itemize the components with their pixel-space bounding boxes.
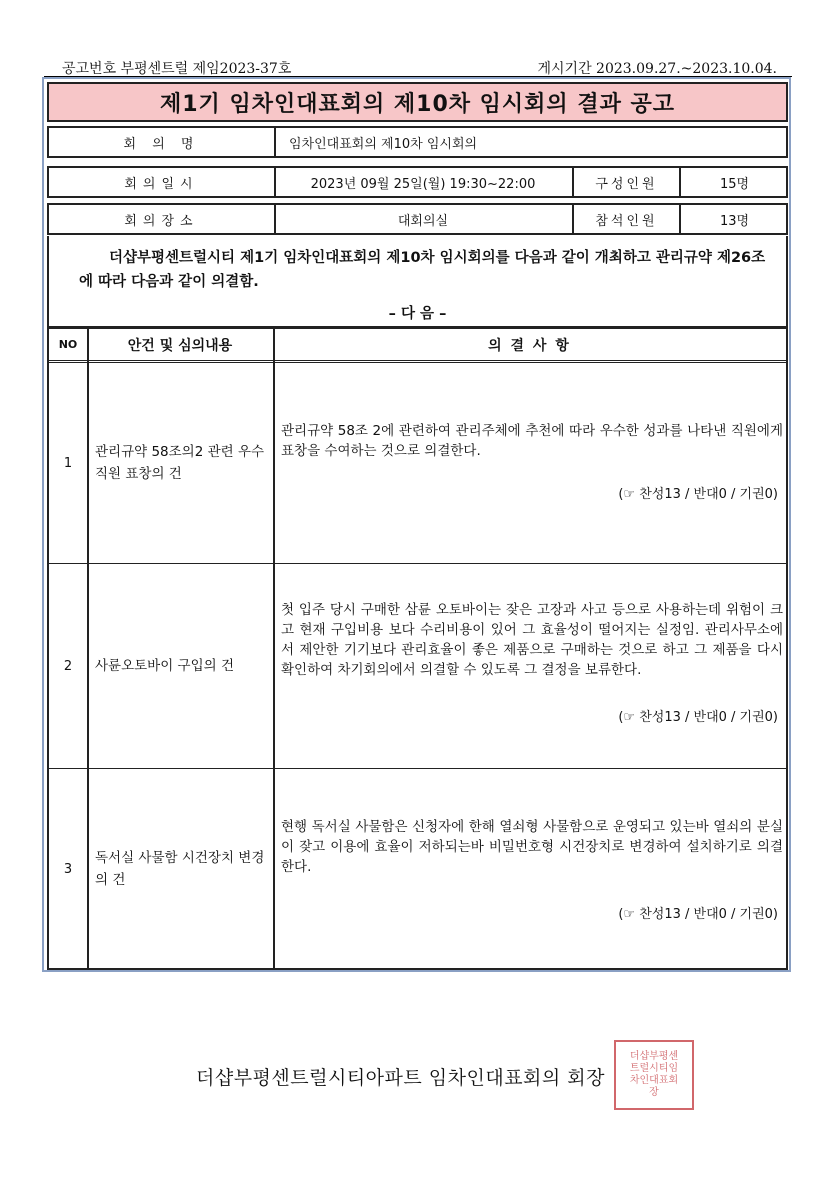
meeting-date-row: [47, 166, 788, 198]
header-item: 안건 및 심의내용: [127, 337, 233, 354]
header-no: NO: [58, 338, 78, 351]
row-number: 1: [63, 455, 73, 471]
vote-result: (☞ 찬성13 / 반대0 / 기권0): [618, 907, 778, 922]
meeting-name-row: [47, 126, 788, 158]
attendees-value: 13명: [719, 213, 750, 229]
table-row: [49, 564, 786, 769]
agenda-title: 관리규약 58조의2 관련 우수직원 표창의 건: [95, 444, 265, 482]
intro-text: 더샵부평센트럴시티 제1기 임차인대표회의 제10차 임시회의를 다음과 같이 개최하고 관리규약 제26조에 따라 다음과 같이 의결함.: [79, 250, 766, 290]
agenda-title: 독서실 사물함 시건장치 변경의 건: [95, 850, 265, 888]
agenda-title: 사륜오토바이 구입의 건: [95, 658, 234, 674]
members-value: 15명: [719, 176, 750, 192]
divider: [274, 128, 276, 156]
meeting-date-value: 2023년 09월 25일(월) 19:30~22:00: [310, 176, 536, 192]
intro-heading: – 다 음 –: [388, 306, 447, 322]
meeting-name-value: 임차인대표회의 제10차 임시회의: [289, 136, 478, 152]
table-row: [49, 363, 786, 564]
resolution-text: 관리규약 58조 2에 관련하여 관리주체에 추천에 따라 우수한 성과를 나타낸 직원에게 표창을 수여하는 것으로 의결한다.: [281, 423, 783, 459]
vote-result: (☞ 찬성13 / 반대0 / 기권0): [618, 710, 778, 725]
meeting-place-value: 대회의실: [397, 213, 449, 229]
header-resolution: 의 결 사 항: [488, 337, 571, 354]
seal-text: 더샵부평센트럴시티임차인대표회장: [629, 1051, 679, 1098]
intro-section: [47, 236, 788, 328]
attendees-label: 참석인원: [595, 213, 658, 229]
members-label: 구성인원: [595, 176, 658, 192]
meeting-place-row: [47, 203, 788, 235]
meeting-place-label: 회의장소: [124, 213, 199, 229]
agenda-header: [49, 329, 786, 363]
title-band: [47, 82, 788, 122]
signature-line: 더샵부평센트럴시티아파트 임차인대표회의 회장: [196, 1067, 606, 1089]
meeting-date-label: 회의일시: [124, 176, 199, 192]
meeting-name-label: 회 의 명: [123, 136, 200, 152]
table-row: [49, 769, 786, 969]
notice-number: 공고번호 부평센트럴 제임2023-37호: [62, 61, 292, 77]
vote-result: (☞ 찬성13 / 반대0 / 기권0): [618, 487, 778, 502]
resolution-text: 현행 독서실 사물함은 신청자에 한해 열쇠형 사물함으로 운영되고 있는바 열쇠의 분실이 잦고 이용에 효율이 저하되는바 비밀번호형 시건장치로 변경하여 설치하기로 의결한다.: [281, 819, 783, 875]
official-seal: [614, 1040, 694, 1110]
row-number: 2: [63, 658, 73, 674]
agenda-table: [47, 327, 788, 970]
posting-period: 게시기간 2023.09.27.~2023.10.04.: [537, 61, 777, 77]
page-title: 제1기 임차인대표회의 제10차 임시회의 결과 공고: [159, 91, 675, 117]
resolution-text: 첫 입주 당시 구매한 삼륜 오토바이는 잦은 고장과 사고 등으로 사용하는데 위험이 크고 현재 구입비용 보다 수리비용이 있어 그 효율성이 떨어지는 실정임. 관리사무소에서 제안한 기기보다 관리효율이 좋은 제품으로 구매하는 것으로 하고 그 제품을 다시 확인하여 차기회의에서 의결할 수 있도록 그 결정을 보류한다.: [281, 602, 783, 678]
row-number: 3: [63, 861, 73, 877]
